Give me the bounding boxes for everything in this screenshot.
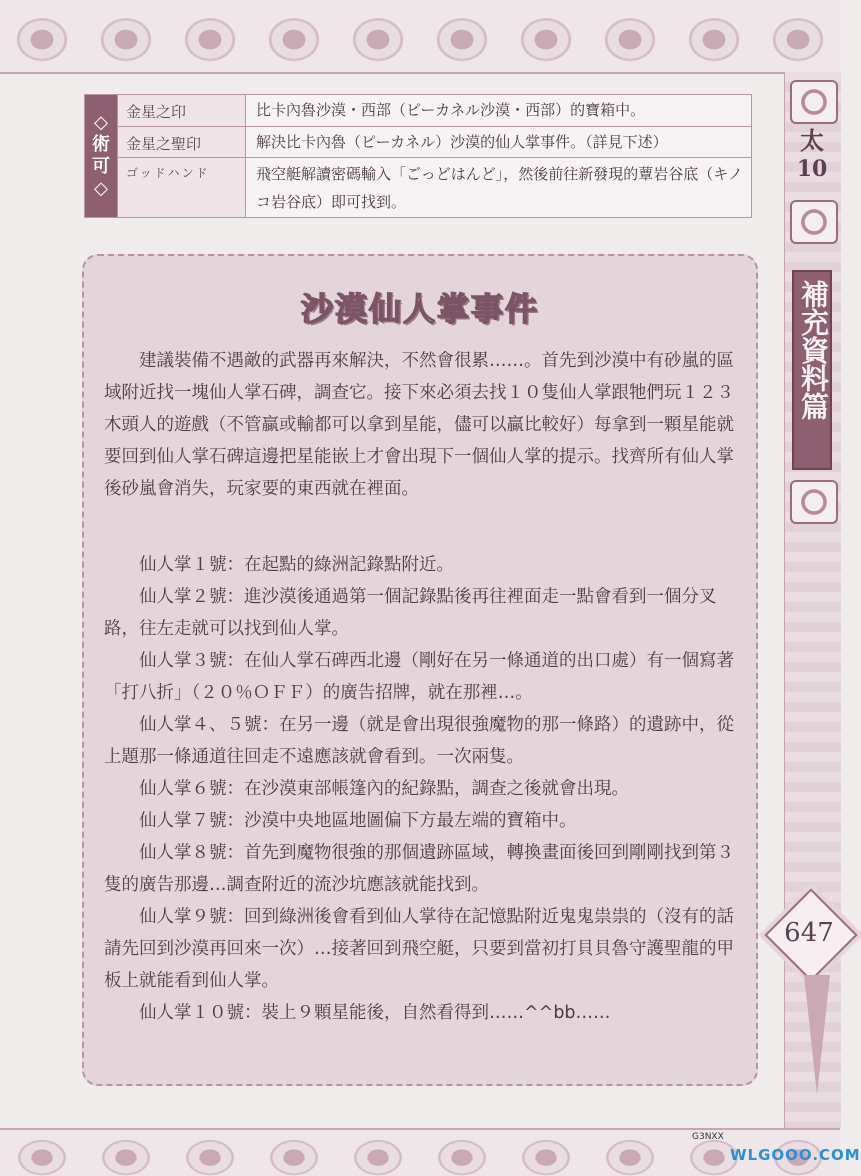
category-cell: ◇ 術 可 ◇ (85, 95, 118, 218)
article-title: 沙漠仙人掌事件 (300, 290, 539, 328)
list-item: 仙人掌４、５號：在另一邊（就是會出現很強魔物的那一條路）的遺跡中，從上題那一條通道往回走不遠應該就會看到。一次兩隻。 (104, 715, 734, 767)
watermark-mark: G3NXX (692, 1132, 724, 1142)
item-desc: 解決比卡內魯（ピーカネル）沙漠的仙人掌事件。（詳見下述） (246, 126, 752, 158)
item-name: ゴッドハンド (118, 158, 246, 218)
table-row (85, 95, 752, 127)
table-row (85, 126, 752, 158)
knot-ornament-icon (790, 200, 838, 244)
list-item: 仙人掌１號：在起點的綠洲記錄點附近。 (139, 555, 454, 575)
cactus-list (104, 549, 738, 1029)
list-item: 仙人掌１０號：裝上９顆星能後，自然看得到……^^bb…… (139, 1003, 611, 1023)
chapter-marker: 太 10 (796, 126, 828, 182)
list-item: 仙人掌７號：沙漠中央地區地圖偏下方最左端的寶箱中。 (139, 811, 577, 831)
knot-ornament-icon (790, 80, 838, 124)
equipment-table (84, 94, 752, 218)
article-intro: 建議裝備不遇敵的武器再來解決，不然會很累……。首先到沙漠中有砂嵐的區域附近找一塊仙人掌石碑，調查它。接下來必須去找１０隻仙人掌跟牠們玩１２３木頭人的遊戲（不管贏或輸都可以拿到星能，儘可以贏比較好）每拿到一顆星能就要回到仙人掌石碑這邊把星能嵌上才會出現下一個仙人掌的提示。找齊所有仙人掌後砂嵐會消失，玩家要的東西就在裡面。 (104, 351, 734, 499)
page-number: 647 (784, 918, 834, 948)
item-desc: 比卡內魯沙漠・西部（ピーカネル沙漠・西部）的寶箱中。 (246, 95, 752, 127)
list-item: 仙人掌２號：進沙漠後通過第一個記錄點後再往裡面走一點會看到一個分叉路，往左走就可以找到仙人掌。 (104, 587, 717, 639)
top-decorative-border (0, 0, 840, 74)
item-name: 金星之聖印 (118, 126, 246, 158)
section-label: 補充資料篇 (792, 270, 832, 470)
knot-ornament-icon (790, 480, 838, 524)
list-item: 仙人掌３號：在仙人掌石碑西北邊（剛好在另一條通道的出口處）有一個寫著「打八折」（２０％ＯＦＦ）的廣告招牌，就在那裡…。 (104, 651, 734, 703)
item-desc: 飛空艇解讀密碼輸入「ごっどはんど」，然後前往新發現的蕈岩谷底（キノコ岩谷底）即可找到。 (246, 158, 752, 218)
list-item: 仙人掌８號：首先到魔物很強的那個遺跡區域，轉換畫面後回到剛剛找到第３隻的廣告那邊…調查附近的流沙坑應該就能找到。 (104, 843, 734, 895)
watermark: WLGOOO.COM (730, 1146, 861, 1164)
list-item: 仙人掌９號：回到綠洲後會看到仙人掌待在記憶點附近鬼鬼祟祟的（沒有的話請先回到沙漠再回來一次）…接著回到飛空艇，只要到當初打貝貝魯守護聖龍的甲板上就能看到仙人掌。 (104, 907, 734, 991)
table-row (85, 158, 752, 218)
list-item: 仙人掌６號：在沙漠東部帳篷內的紀錄點，調查之後就會出現。 (139, 779, 629, 799)
spike-ornament-icon (804, 975, 830, 1095)
item-name: 金星之印 (118, 95, 246, 127)
